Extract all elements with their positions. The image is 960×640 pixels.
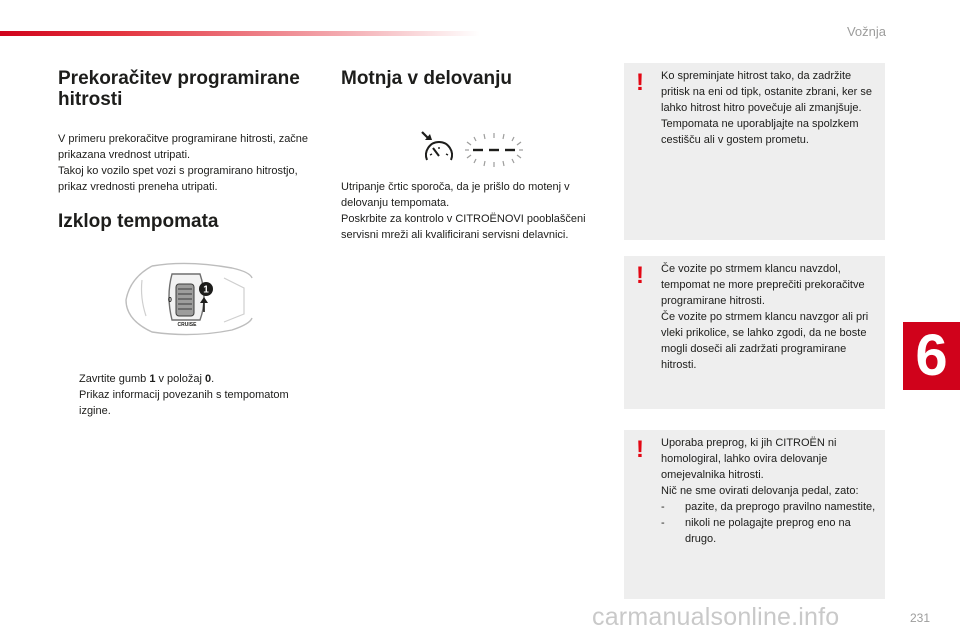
chapter-title: Vožnja (846, 24, 886, 39)
watermark: carmanualsonline.info (592, 603, 840, 631)
note-3-list-item (661, 499, 876, 515)
warning-icon: ! (636, 436, 644, 463)
section-heading-malfunction: Motnja v delovanju (341, 68, 513, 89)
dash-marker: - (661, 517, 665, 529)
steering-stalk-illustration (112, 258, 257, 340)
malfunction-text-1: Utripanje črtic sporoča, da je prišlo do motenj v delovanju tempomata. (341, 181, 570, 209)
step-text: Zavrtite gumb (79, 373, 150, 385)
note-1-text-1: Ko spreminjate hitrost tako, da zadržite pritisk na eni od tipk, ostanite zbrani, ker se lahko hitrost hitro povečuje ali zmanjšuje. (661, 70, 872, 114)
note-3-item-1: pazite, da preprogo pravilno namestite, (685, 501, 876, 513)
warning-note-2 (624, 256, 885, 409)
section-malfunction (341, 68, 606, 89)
malfunction-text-2: Poskrbite za kontrolo v CITROËNOVI pooblaščeni servisni mreži ali kvalificirani servisni delavnici. (341, 213, 586, 241)
step-text-end: . (211, 373, 215, 385)
overspeed-text-2: Takoj ko vozilo spet vozi s programirano hitrostjo, prikaz vrednosti preneha utripati. (58, 165, 298, 193)
note-1-text-2: Tempomata ne uporabljajte na spolzkem cestišču ali v gostem prometu. (661, 118, 859, 146)
cruise-label: CRUISE (177, 322, 197, 328)
section-heading-overspeed: Prekoračitev programirane hitrosti (58, 68, 300, 110)
step-knob-number: 1 (149, 373, 156, 385)
switch-off-step (58, 371, 323, 419)
warning-icon: ! (636, 262, 644, 289)
header-accent-bar (0, 31, 480, 36)
section-overspeed (58, 68, 318, 195)
note-2-text-2: Če vozite po strmem klancu navzgor ali pri vleki prikolice, se lahko zgodi, da ne boste mogli doseči ali zadržati programirane hitrosti. (661, 311, 869, 371)
note-2-text-1: Če vozite po strmem klancu navzdol, tempomat ne more preprečiti prekoračitve programirane hitrosti. (661, 263, 865, 307)
warning-note-1 (624, 63, 885, 240)
section-heading-switch-off: Izklop tempomata (58, 211, 219, 232)
overspeed-text-1: V primeru prekoračitve programirane hitrosti, začne prikazana vrednost utripati. (58, 133, 309, 161)
chapter-number-tab: 6 (903, 322, 960, 390)
warning-note-3 (624, 430, 885, 599)
step-text-mid: v položaj (155, 373, 205, 385)
section-switch-off (58, 211, 318, 232)
malfunction-text (341, 179, 606, 243)
step-text-line2: Prikaz informacij povezanih s tempomatom izgine. (79, 389, 289, 417)
dash-marker: - (661, 501, 665, 513)
step-position: 0 (204, 373, 212, 385)
speedometer-dashes-icon (416, 128, 528, 172)
position-zero-label: 0 (168, 297, 172, 304)
note-3-list-item (661, 515, 876, 547)
note-3-text-2: Nič ne sme ovirati delovanja pedal, zato: (661, 485, 859, 497)
warning-icon: ! (636, 69, 644, 96)
note-3-item-2: nikoli ne polagajte preprog eno na drugo. (685, 517, 851, 545)
page-number: 231 (909, 611, 930, 625)
note-3-text-1: Uporaba preprog, ki jih CITROËN ni homologiral, lahko ovira delovanje omejevalnika hitrosti. (661, 437, 837, 481)
knob-number-label: 1 (203, 284, 209, 296)
